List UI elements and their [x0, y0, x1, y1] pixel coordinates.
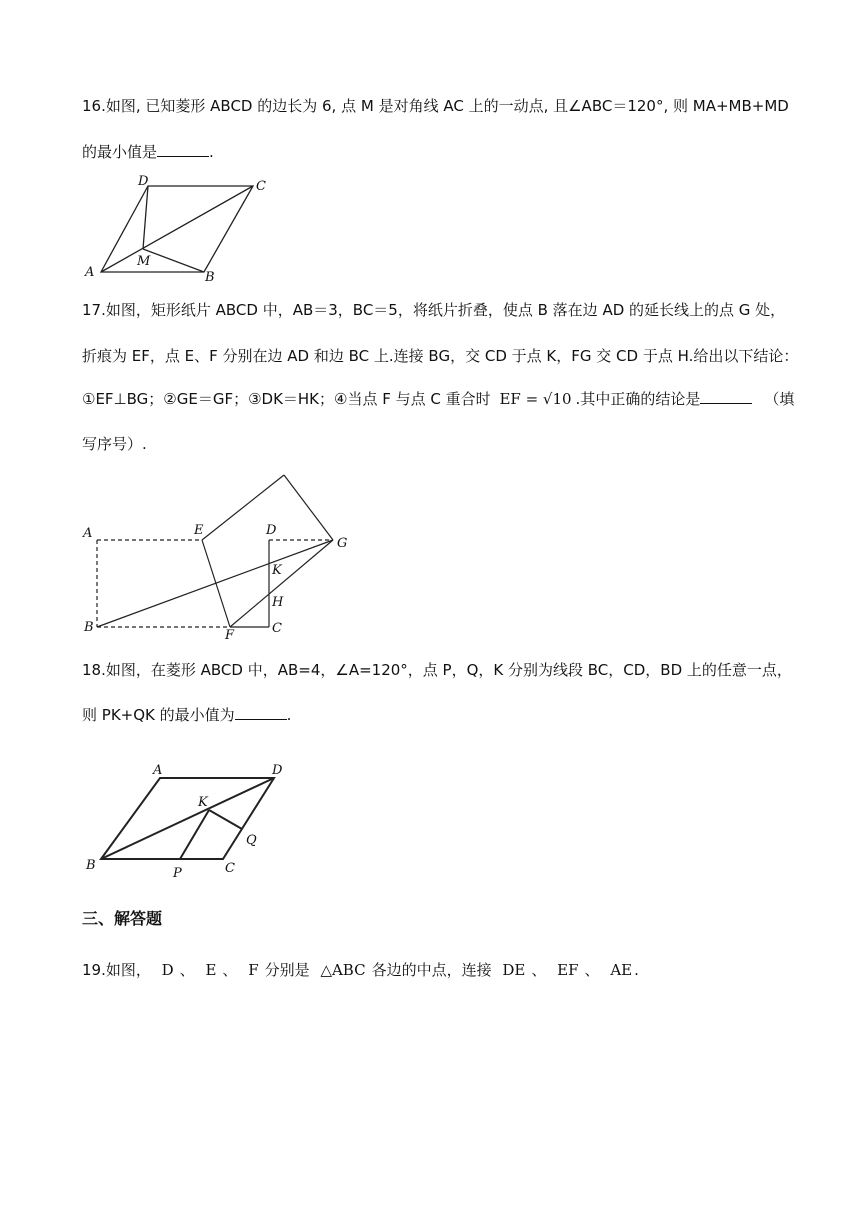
- p19-line1: [82, 960, 639, 980]
- p16-label-b: B: [205, 270, 215, 284]
- p19-sep2: 、: [222, 961, 238, 979]
- p18-answer-blank: [235, 705, 287, 720]
- p18-label-q: Q: [246, 833, 257, 848]
- p16-line1: 16.如图, 已知菱形 ABCD 的边长为 6, 点 M 是对角线 AC 上的一动点, 且∠ABC＝120°, 则 MA+MB+MD: [82, 97, 789, 115]
- p18-label-d: D: [272, 763, 283, 778]
- p17-fold-figure: [80, 472, 370, 642]
- p17-label-e: E: [194, 523, 204, 538]
- section3-title: 三、解答题: [82, 909, 163, 928]
- p17-label-h: H: [272, 595, 284, 610]
- p16-line2-pre: 的最小值是: [82, 143, 158, 161]
- p17-line3-pre: ①EF⊥BG；②GE＝GF；③DK＝HK；④当点 F 与点 C 重合时: [82, 390, 491, 408]
- p17-line3: [82, 389, 794, 409]
- p17-line4: 写序号）.: [82, 435, 147, 453]
- p16-label-d: D: [138, 174, 149, 189]
- p17-label-k: K: [272, 563, 282, 578]
- p17-answer-blank: [700, 389, 752, 404]
- p18-line2-pre: 则 PK+QK 的最小值为: [82, 706, 235, 724]
- p18-rhombus-figure: [80, 756, 300, 886]
- p19-sep4: 、: [584, 961, 600, 979]
- p19-triangle: △ABC: [320, 961, 366, 979]
- p17-label-g: G: [337, 536, 348, 551]
- p19-point-f: F: [248, 961, 259, 979]
- p18-line1: 18.如图，在菱形 ABCD 中，AB=4，∠A=120°，点 P，Q，K 分别为线段 BC，CD，BD 上的任意一点，: [82, 661, 792, 679]
- p18-label-b: B: [86, 858, 96, 873]
- p18-label-a: A: [153, 763, 163, 778]
- p19-mid: 分别是: [264, 961, 310, 979]
- p16-label-c: C: [256, 179, 266, 194]
- p17-label-f: F: [225, 628, 235, 642]
- p18-label-k: K: [198, 795, 208, 810]
- p19-point-e: E: [205, 961, 217, 979]
- p17-label-a: A: [83, 526, 93, 541]
- p17-label-b: B: [84, 620, 94, 635]
- p17-label-c: C: [272, 621, 282, 636]
- p18-label-p: P: [173, 866, 182, 881]
- p16-label-a: A: [85, 265, 95, 280]
- p17-line3-mid: .其中正确的结论是: [575, 390, 701, 408]
- p19-intro: 19.如图，: [82, 961, 151, 979]
- p19-seg-ae: AE: [610, 961, 633, 979]
- p16-line2: [82, 142, 214, 162]
- p16-line2-post: .: [209, 143, 214, 161]
- p16-label-m: M: [137, 254, 151, 269]
- p19-sep3: 、: [531, 961, 547, 979]
- p19-sep1: 、: [179, 961, 195, 979]
- p19-seg-de: DE: [502, 961, 526, 979]
- p18-line2-post: .: [286, 706, 292, 724]
- p19-seg-ef: EF: [557, 961, 579, 979]
- p19-post: 各边的中点，连接: [371, 961, 492, 979]
- p17-line1: 17.如图，矩形纸片 ABCD 中，AB＝3，BC＝5，将纸片折叠，使点 B 落在边 AD 的延长线上的点 G 处，: [82, 301, 786, 319]
- p16-rhombus-figure: [80, 172, 280, 284]
- p19-point-d: D: [161, 961, 174, 979]
- p17-label-d: D: [266, 523, 277, 538]
- p17-line3-post: （填: [764, 390, 795, 408]
- p17-formula-ef: EF = √10: [499, 390, 572, 408]
- p17-line2: 折痕为 EF，点 E、F 分别在边 AD 和边 BC 上.连接 BG，交 CD 于点 K，FG 交 CD 于点 H.给出以下结论：: [82, 347, 799, 365]
- p16-answer-blank: [157, 142, 209, 157]
- p18-line2: [82, 705, 291, 725]
- p19-end: .: [634, 961, 639, 979]
- p18-label-c: C: [225, 861, 235, 876]
